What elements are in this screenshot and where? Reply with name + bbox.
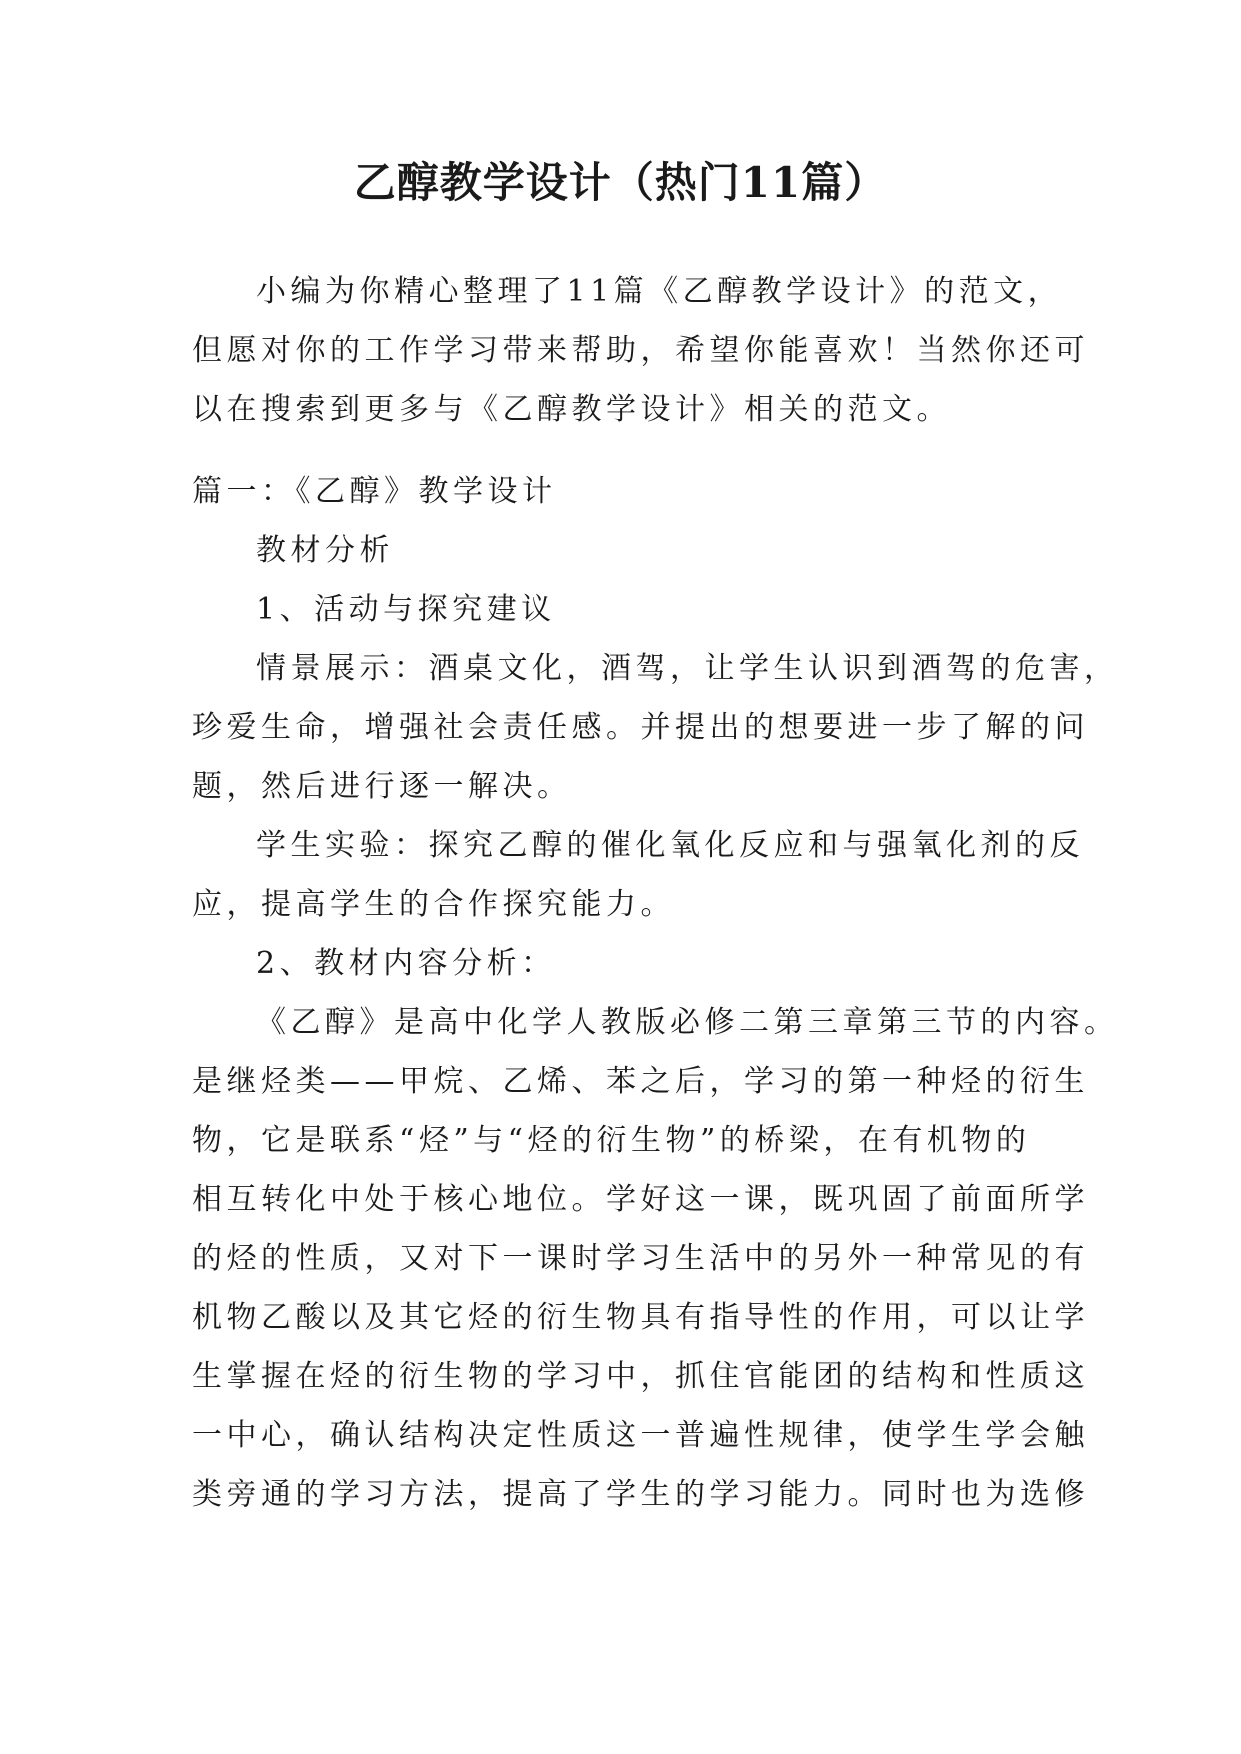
paragraph-line: 相互转化中处于核心地位。学好这一课，既巩固了前面所学 [192, 1182, 1089, 1217]
paragraph-line: 情景展示：酒桌文化，酒驾，让学生认识到酒驾的危害， [256, 651, 1119, 686]
list-item: 1、活动与探究建议 [256, 592, 556, 627]
paragraph-line: 《乙醇》是高中化学人教版必修二第三章第三节的内容。 [256, 1005, 1119, 1040]
paragraph-line: 珍爱生命，增强社会责任感。并提出的想要进一步了解的问 [192, 710, 1089, 745]
intro-line: 但愿对你的工作学习带来帮助，希望你能喜欢！当然你还可 [192, 333, 1089, 368]
paragraph-line: 题，然后进行逐一解决。 [192, 769, 572, 804]
section-heading-block [192, 462, 1119, 1524]
paragraph-line: 生掌握在烃的衍生物的学习中，抓住官能团的结构和性质这 [192, 1359, 1089, 1394]
paragraph-line: 一中心，确认结构决定性质这一普遍性规律，使学生学会触 [192, 1418, 1089, 1453]
paragraph-line: 应，提高学生的合作探究能力。 [192, 887, 675, 922]
paragraph-line: 物，它是联系“烃”与“烃的衍生物”的桥梁，在有机物的 [192, 1123, 1031, 1158]
intro-line: 小编为你精心整理了11篇《乙醇教学设计》的范文， [256, 274, 1063, 309]
document-title: 乙醇教学设计（热门11篇） [353, 158, 888, 207]
paragraph-line: 学生实验：探究乙醇的催化氧化反应和与强氧化剂的反 [256, 828, 1084, 863]
paragraph-line: 是继烃类——甲烷、乙烯、苯之后，学习的第一种烃的衍生 [192, 1064, 1089, 1099]
intro-line: 以在搜索到更多与《乙醇教学设计》相关的范文。 [192, 392, 951, 427]
paragraph-line: 类旁通的学习方法，提高了学生的学习能力。同时也为选修 [192, 1477, 1089, 1512]
list-item: 2、教材内容分析： [256, 946, 556, 981]
intro-paragraph [192, 262, 1089, 439]
paragraph-line: 的烃的性质，又对下一课时学习生活中的另外一种常见的有 [192, 1241, 1089, 1276]
paragraph-line: 机物乙酸以及其它烃的衍生物具有指导性的作用，可以让学 [192, 1300, 1089, 1335]
section-heading: 篇一：《乙醇》教学设计 [192, 474, 557, 509]
subheading: 教材分析 [256, 533, 394, 568]
